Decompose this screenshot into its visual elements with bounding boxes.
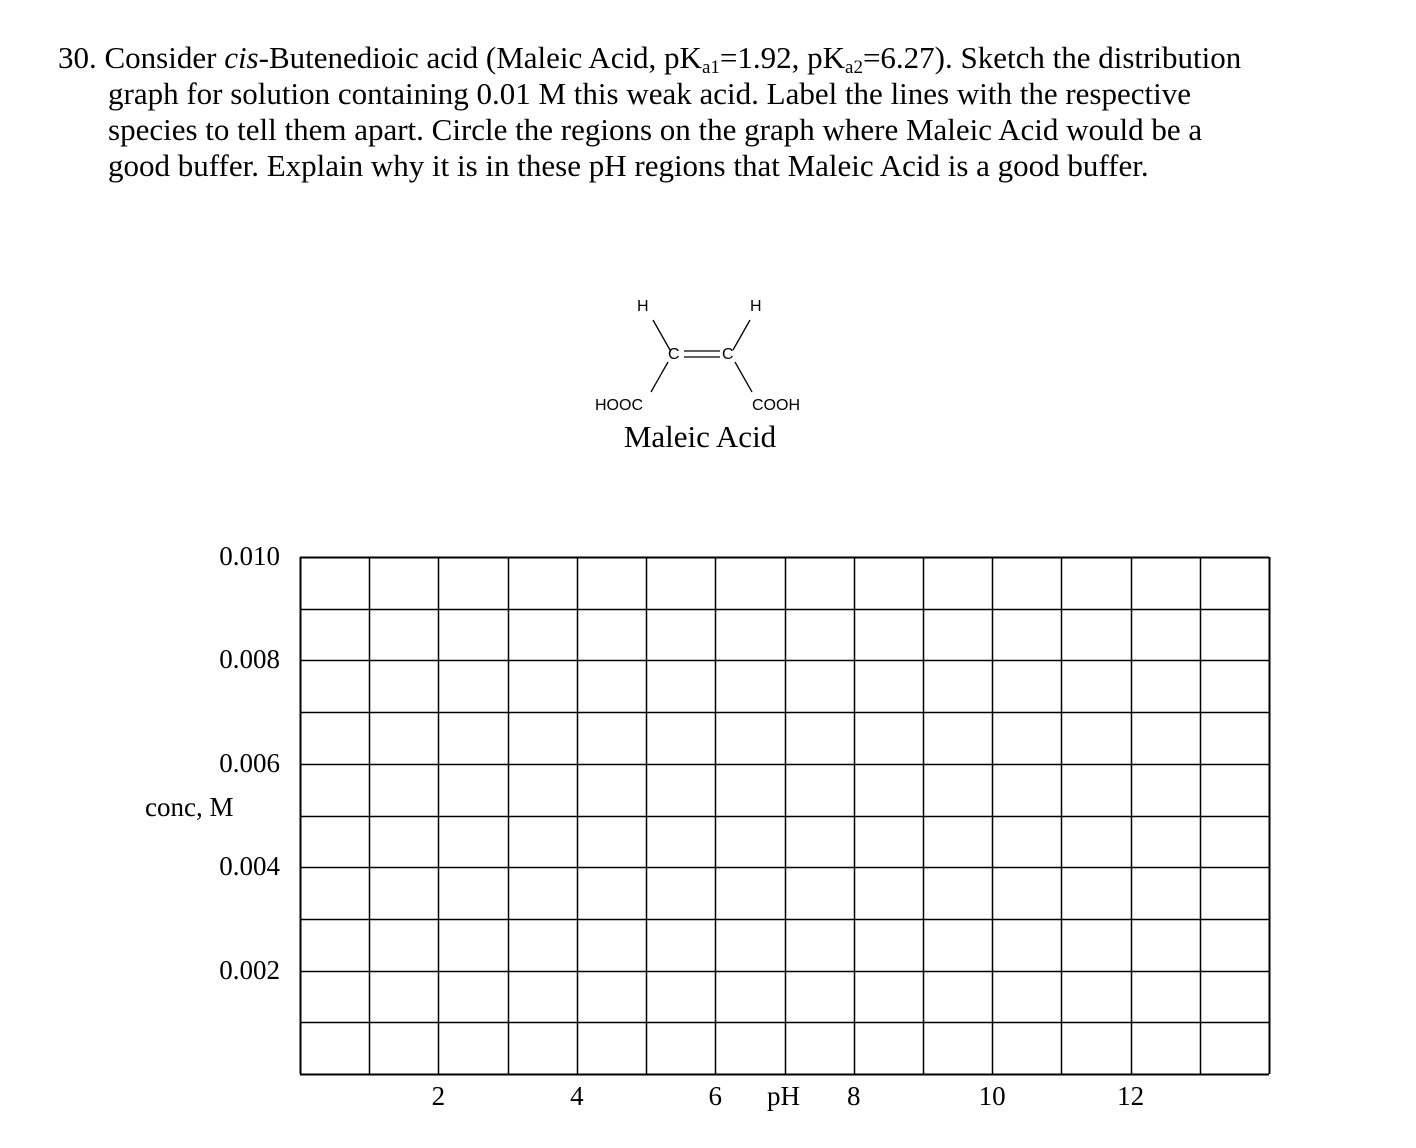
cis-italic: cis	[224, 40, 259, 75]
pka1-subscript: a1	[701, 57, 720, 78]
question-line-1-mid2: =1.92, pK	[719, 40, 846, 75]
x-tick-label: 12	[1117, 1081, 1145, 1111]
question-line-3: species to tell them apart. Circle the regions on the graph where Maleic Acid would be a	[108, 112, 1203, 147]
molecule-name: Maleic Acid	[623, 419, 777, 454]
y-axis-label: conc, M	[145, 792, 234, 822]
question-number-prefix: 30. Consider	[58, 40, 225, 75]
x-tick-label: 10	[978, 1081, 1006, 1111]
x-axis-label: pH	[767, 1081, 800, 1111]
question-line-2: graph for solution containing 0.01 M this weak acid. Label the lines with the respective	[108, 76, 1192, 111]
question-line-4: good buffer. Explain why it is in these pH regions that Maleic Acid is a good buffer.	[108, 148, 1149, 183]
x-tick-label: 6	[708, 1081, 723, 1111]
carbon-right: C	[722, 346, 734, 363]
x-tick-label: 2	[431, 1081, 446, 1111]
question-line-1-mid: -Butenedioic acid (Maleic Acid, pK	[258, 40, 702, 75]
y-tick-label: 0.004	[219, 851, 280, 882]
y-tick-label: 0.008	[219, 644, 280, 675]
hydrogen-right: H	[750, 298, 762, 315]
carbon-left: C	[668, 346, 680, 363]
carboxyl-group-left: HOOC	[595, 397, 643, 414]
question-line-1-end: =6.27). Sketch the distribution	[862, 40, 1242, 75]
hydrogen-left: H	[637, 298, 649, 315]
y-tick-label: 0.010	[219, 541, 280, 571]
x-tick-label: 4	[570, 1081, 584, 1111]
carboxyl-group-right: COOH	[752, 397, 800, 414]
x-tick-label: 8	[846, 1081, 861, 1111]
y-tick-label: 0.006	[219, 747, 280, 778]
y-tick-label: 0.002	[219, 954, 280, 985]
pka2-subscript: a2	[845, 57, 863, 78]
